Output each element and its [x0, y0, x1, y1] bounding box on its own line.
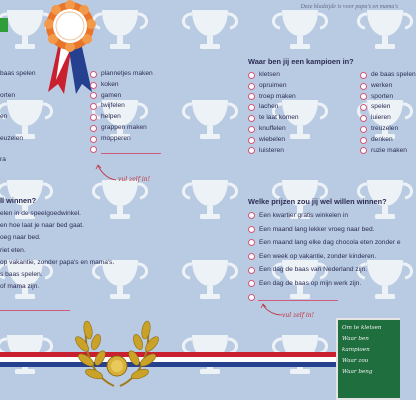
- write-in-hint: vul zelf in!: [282, 312, 315, 319]
- checkbox[interactable]: [248, 72, 255, 79]
- checkbox-item[interactable]: wiebelen: [248, 135, 299, 146]
- left-prize-list: [0, 208, 114, 293]
- checkbox-item[interactable]: de baas spelen: [360, 70, 416, 81]
- checkbox-item[interactable]: Een maand lang elke dag chocola eten zonder e: [248, 236, 401, 250]
- write-in-line[interactable]: [101, 153, 161, 154]
- checkbox[interactable]: [248, 104, 255, 111]
- list-item[interactable]: riet eten.: [0, 246, 26, 254]
- chalk-line: Waar beng: [342, 369, 373, 375]
- left-champion-list-a: [0, 69, 36, 166]
- checkbox[interactable]: [360, 72, 367, 79]
- list-item[interactable]: s baas spelen.: [0, 270, 43, 278]
- checkbox[interactable]: [90, 103, 97, 110]
- list-item[interactable]: oeg naar bed.: [0, 234, 41, 242]
- checkbox[interactable]: [248, 267, 255, 274]
- checkbox[interactable]: [248, 83, 255, 90]
- checkbox[interactable]: [248, 239, 255, 246]
- right-prize-list: [248, 209, 401, 304]
- checkbox-item[interactable]: Een week op vakantie, zonder kinderen.: [248, 250, 401, 264]
- list-item[interactable]: en: [0, 113, 8, 121]
- checkbox-item[interactable]: opruimen: [248, 81, 299, 92]
- list-item[interactable]: ra: [0, 156, 6, 164]
- chalk-line: Waar ben: [342, 336, 369, 342]
- checkbox-item[interactable]: gamen: [90, 91, 153, 102]
- checkbox-item[interactable]: kletsen: [248, 70, 299, 81]
- checkbox[interactable]: [90, 82, 97, 89]
- left-champion-list-b: [90, 69, 153, 155]
- checkbox[interactable]: [360, 93, 367, 100]
- left-prize-heading: ll winnen?: [0, 196, 37, 205]
- list-item[interactable]: baas spelen: [0, 70, 36, 77]
- list-item[interactable]: en hoe laat je naar bed gaat.: [0, 222, 84, 230]
- checkbox[interactable]: [90, 71, 97, 78]
- checkbox[interactable]: [360, 147, 367, 154]
- list-item[interactable]: euzelen: [0, 134, 24, 142]
- list-item[interactable]: of mama zijn.: [0, 283, 40, 291]
- checkbox-item[interactable]: Een dag de baas op mijn werk zijn.: [248, 277, 401, 291]
- write-in-line[interactable]: [0, 310, 70, 311]
- checkbox-item[interactable]: plannetjes maken: [90, 69, 153, 80]
- checkbox-item[interactable]: sporten: [360, 92, 416, 103]
- chalk-line: kampioen: [342, 347, 370, 353]
- right-champion-heading: Waar ben jij een kampioen in?: [248, 57, 354, 66]
- checkbox-item[interactable]: ruzie maken: [360, 146, 416, 157]
- checkbox[interactable]: [248, 93, 255, 100]
- checkbox[interactable]: [90, 92, 97, 99]
- write-in-line[interactable]: [258, 300, 338, 301]
- checkbox-item[interactable]: lachen: [248, 102, 299, 113]
- list-item[interactable]: op vakantie, zonder papa's en mama's.: [0, 258, 115, 266]
- checkbox-item[interactable]: te laat komen: [248, 113, 299, 124]
- checkbox[interactable]: [360, 115, 367, 122]
- checkbox[interactable]: [248, 147, 255, 154]
- checkbox-item[interactable]: koken: [90, 80, 153, 91]
- laurel-medal-icon: [74, 300, 160, 392]
- checkbox[interactable]: [360, 104, 367, 111]
- checkbox-item[interactable]: mopperen: [90, 134, 153, 145]
- checkbox-item[interactable]: grappen maken: [90, 123, 153, 134]
- checkbox[interactable]: [360, 126, 367, 133]
- right-champion-list-b: [360, 70, 416, 156]
- checkbox-item[interactable]: helpen: [90, 112, 153, 123]
- checkbox[interactable]: [360, 83, 367, 90]
- checkbox-item[interactable]: Een kwartier gratis winkelen in: [248, 209, 401, 223]
- checkbox[interactable]: [248, 115, 255, 122]
- checkbox[interactable]: [90, 146, 97, 153]
- list-item[interactable]: elen in de speelgoedwinkel.: [0, 210, 82, 217]
- arrow-icon: [94, 163, 118, 183]
- checkbox-item[interactable]: Een maand lang lekker vroeg naar bed.: [248, 223, 401, 237]
- list-item[interactable]: [0, 101, 36, 112]
- checkbox-item[interactable]: twijfelen: [90, 101, 153, 112]
- right-prize-heading: Welke prijzen zou jij wel willen winnen?: [248, 197, 387, 206]
- checkbox[interactable]: [248, 137, 255, 144]
- checkbox[interactable]: [248, 294, 255, 301]
- checkbox-item[interactable]: spelen: [360, 102, 416, 113]
- list-item[interactable]: [0, 145, 36, 156]
- chalkboard: [336, 318, 400, 400]
- arrow-icon: [258, 302, 284, 322]
- checkbox[interactable]: [248, 253, 255, 260]
- list-item[interactable]: [0, 123, 36, 134]
- chalk-line: Om te kletsen: [342, 325, 382, 331]
- checkbox[interactable]: [90, 125, 97, 132]
- checkbox[interactable]: [248, 126, 255, 133]
- checkbox[interactable]: [90, 136, 97, 143]
- checkbox[interactable]: [248, 226, 255, 233]
- checkbox[interactable]: [248, 212, 255, 219]
- list-item[interactable]: orten: [0, 91, 16, 99]
- right-champion-list-a: [248, 70, 299, 156]
- checkbox-item[interactable]: luieren: [360, 113, 416, 124]
- checkbox-item[interactable]: knuffelen: [248, 124, 299, 135]
- checkbox[interactable]: [360, 137, 367, 144]
- chalk-line: Waar zou: [342, 358, 369, 364]
- checkbox-item[interactable]: troep maken: [248, 92, 299, 103]
- write-in-hint: vul zelf in!: [118, 176, 151, 183]
- checkbox-item[interactable]: luisteren: [248, 146, 299, 157]
- green-title-fragment: [0, 18, 8, 32]
- checkbox-item[interactable]: treuzelen: [360, 124, 416, 135]
- checkbox[interactable]: [248, 280, 255, 287]
- checkbox-item[interactable]: werken: [360, 81, 416, 92]
- checkbox-item[interactable]: denken: [360, 135, 416, 146]
- list-item[interactable]: [0, 80, 36, 91]
- checkbox-item[interactable]: Een dag de baas van Nederland zijn.: [248, 263, 401, 277]
- checkbox[interactable]: [90, 114, 97, 121]
- page-note: Deze bladzijde is voor papa's en mama's: [300, 4, 398, 10]
